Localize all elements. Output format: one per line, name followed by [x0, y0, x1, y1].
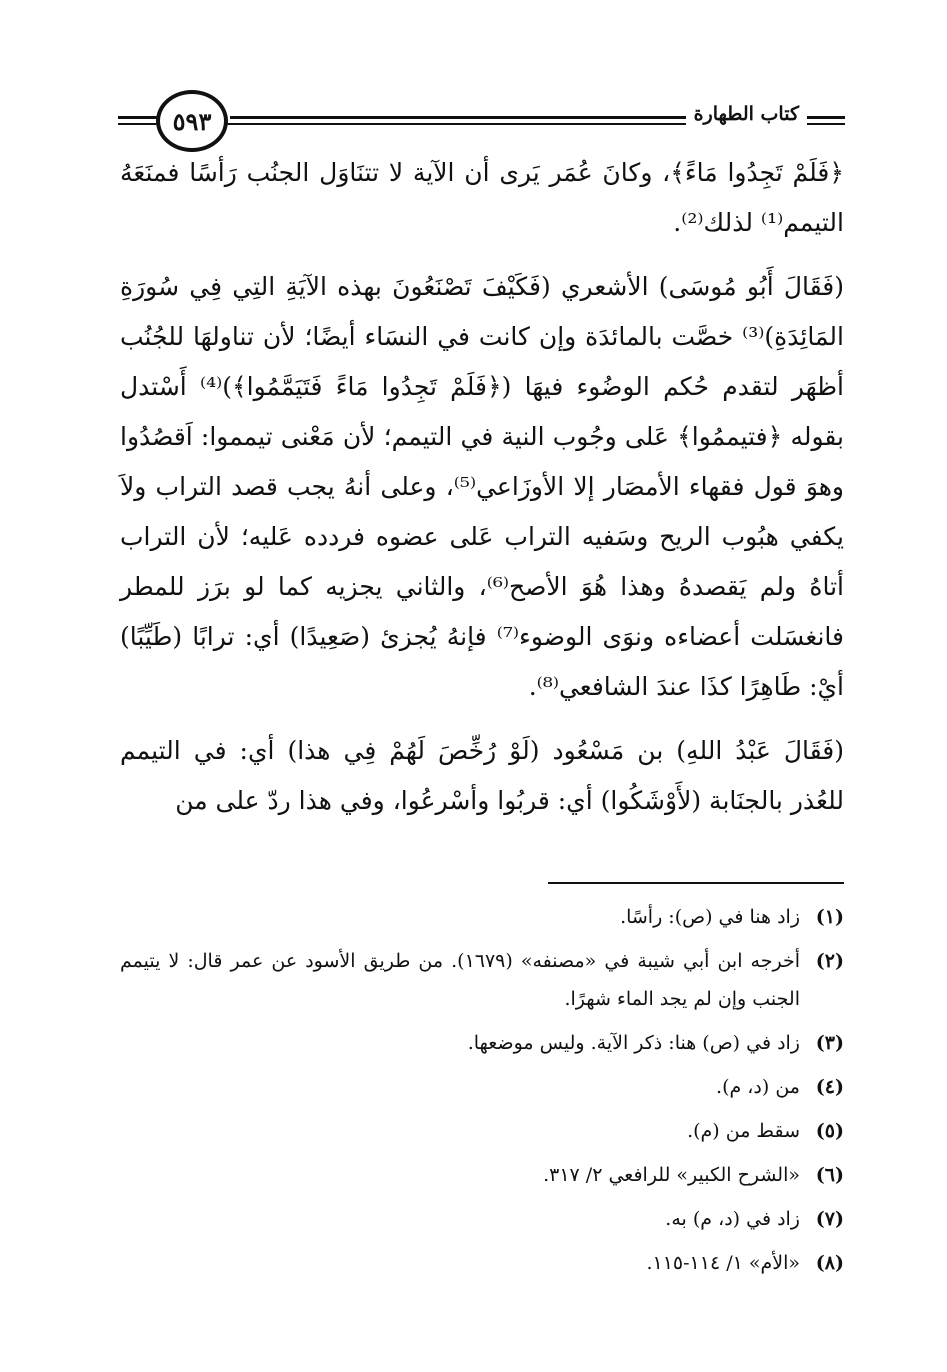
footnote-text: من (د، م).	[716, 1076, 800, 1098]
footnote-number: (٨)	[815, 1252, 844, 1274]
footnotes	[120, 898, 844, 1288]
footnote-item	[120, 1024, 844, 1062]
paragraph-3: (فَقَالَ عَبْدُ اللهِ) بن مَسْعُود (لَوْ رُخِّصَ لَهُمْ فِي هذا) أي: في التيمم للعُذر بالجنَابة (لأَوْشَكُوا) أي: قربُوا وأسْرعُوا، وفي هذا ردّ على من	[120, 736, 844, 815]
footnote-text: سقط من (م).	[687, 1120, 800, 1142]
footnote-item	[120, 1068, 844, 1106]
running-title: كتاب الطهارة	[686, 103, 807, 125]
footnote-number: (٦)	[815, 1164, 844, 1186]
footnote-text: زاد هنا في (ص): رأسًا.	[620, 906, 800, 928]
footnote-text: زاد في (د، م) به.	[665, 1208, 800, 1230]
footnote-number: (٤)	[815, 1076, 844, 1098]
footnote-text: زاد في (ص) هنا: ذكر الآية. وليس موضعها.	[467, 1032, 800, 1054]
footnote-number: (٥)	[815, 1120, 844, 1142]
footnote-separator	[548, 882, 844, 884]
footnote-number: (٢)	[815, 950, 844, 972]
footnote-item	[120, 942, 844, 1018]
footnote-text: «الأم» ١/ ١١٤-١١٥.	[646, 1252, 800, 1274]
footnote-item	[120, 898, 844, 936]
footnote-number: (٣)	[815, 1032, 844, 1054]
footnote-number: (١)	[815, 906, 844, 928]
paragraph-1: ﴿فَلَمْ تَجِدُوا مَاءً﴾، وكانَ عُمَر يَرى أن الآية لا تتنَاوَل الجنُب رَأسًا فمنَعَهُ التيمم⁽¹⁾ لذلك⁽²⁾.	[120, 158, 844, 237]
footnote-number: (٧)	[815, 1208, 844, 1230]
footnote-item	[120, 1200, 844, 1238]
main-text	[120, 148, 844, 840]
page-number-badge: ٥٩٣	[156, 90, 228, 152]
footnote-text: «الشرح الكبير» للرافعي ٢/ ٣١٧.	[543, 1164, 800, 1186]
footnote-item	[120, 1156, 844, 1194]
footnote-text: أخرجه ابن أبي شيبة في «مصنفه» (١٦٧٩). من طريق الأسود عن عمر قال: لا يتيمم الجنب وإن لم يجد الماء شهرًا.	[120, 950, 800, 1010]
header-rule-left	[118, 116, 158, 119]
paragraph-2: (فَقَالَ أَبُو مُوسَى) الأشعري (فَكَيْفَ تَصْنَعُونَ بهذه الآيَةِ التِي فِي سُورَةِ المَائِدَةِ)⁽³⁾ خصَّت بالمائدَة وإن كانت في النسَاء أيضًا؛ لأن تناولهَا للجُنُب أظهَر لتقدم حُكم الوضُوء فيهَا (﴿فَلَمْ تَجِدُوا مَاءً فَتَيَمَّمُوا﴾)⁽⁴⁾ أَسْتدل بقوله ﴿فتيممُوا﴾ عَلى وجُوب النية في التيمم؛ لأن مَعْنى تيمموا: اَقصُدُوا وهوَ قول فقهاء الأمصَار إلا الأوزَاعي⁽⁵⁾، وعلى أنهُ يجب قصد التراب ولاَ يكفي هبُوب الريح وسَفيه التراب عَلى عضوه فردده عَليه؛ لأن التراب أتاهُ ولم يَقصدهُ وهذا هُوَ الأصح⁽⁶⁾، والثاني يجزيه كما لو برَز للمطر فانغسَلت أعضاءه ونوَى الوضوء⁽⁷⁾ فإنهُ يُجزئ (صَعِيدًا) أي: ترابًا (طَيِّبًا) أيْ: طَاهِرًا كذَا عندَ الشافعي⁽⁸⁾.	[120, 272, 845, 701]
footnote-item	[120, 1112, 844, 1150]
footnote-item	[120, 1244, 844, 1282]
